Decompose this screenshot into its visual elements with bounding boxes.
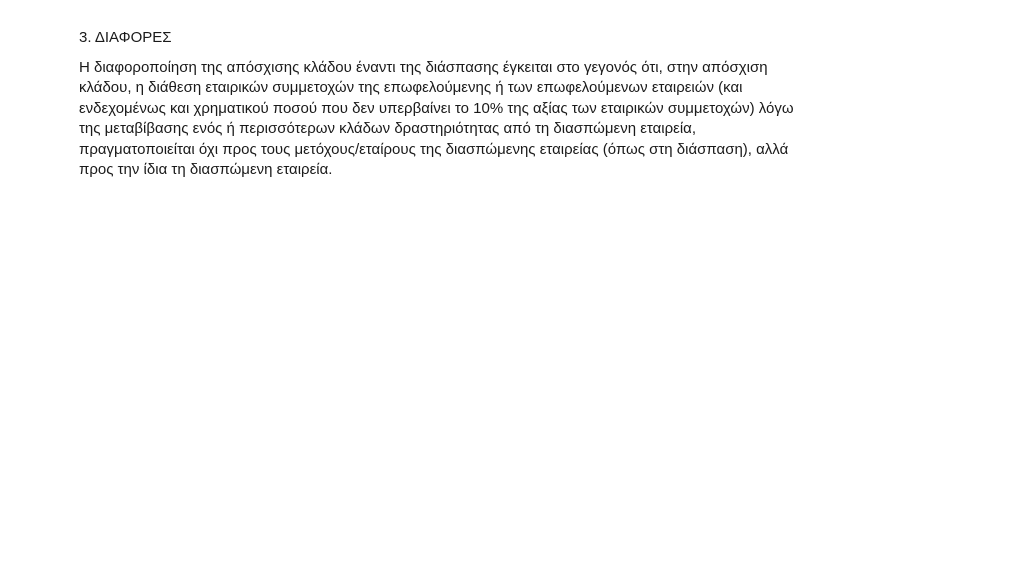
section-heading: 3. ΔΙΑΦΟΡΕΣ bbox=[79, 29, 172, 46]
body-paragraph bbox=[79, 58, 959, 180]
paragraph-line: κλάδου, η διάθεση εταιρικών συμμετοχών της επωφελούμενης ή των επωφελούμενων εταιρειών (και bbox=[79, 79, 743, 97]
paragraph-line: προς την ίδια τη διασπώμενη εταιρεία. bbox=[79, 161, 333, 179]
paragraph-line: ενδεχομένως και χρηματικού ποσού που δεν υπερβαίνει το 10% της αξίας των εταιρικών συμμετοχών) λόγω bbox=[79, 99, 794, 117]
paragraph-line: Η διαφοροποίηση της απόσχισης κλάδου έναντι της διάσπασης έγκειται στο γεγονός ότι, στην απόσχιση bbox=[79, 59, 768, 76]
paragraph-line: της μεταβίβασης ενός ή περισσότερων κλάδων δραστηριότητας από τη διασπώμενη εταιρεία, bbox=[79, 120, 696, 138]
paragraph-line: πραγματοποιείται όχι προς τους μετόχους/εταίρους της διασπώμενης εταιρείας (όπως στη διάσπαση), αλλά bbox=[79, 140, 789, 158]
